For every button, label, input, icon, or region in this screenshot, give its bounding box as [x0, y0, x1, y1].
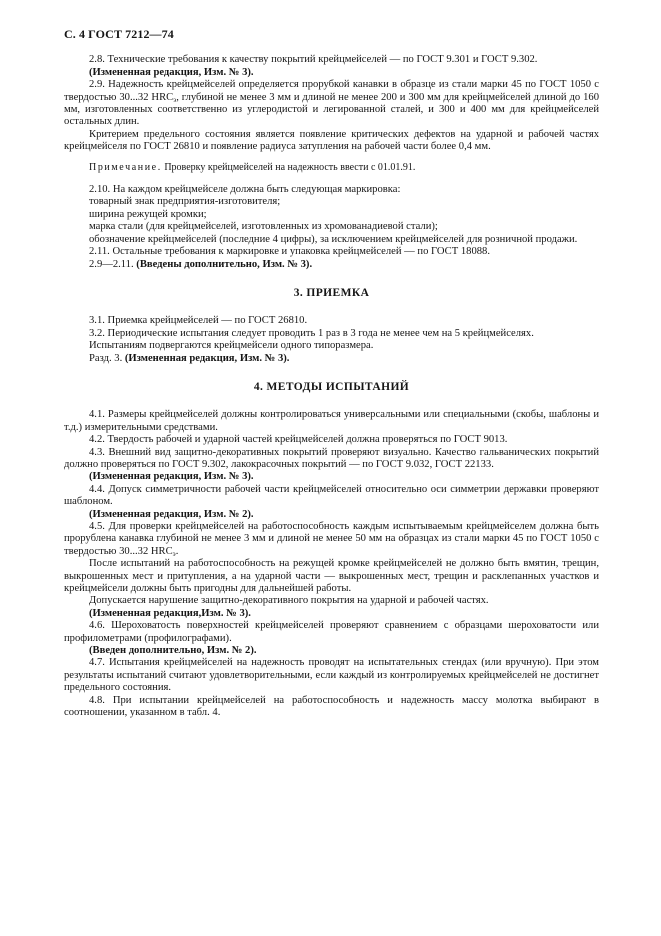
- paragraph-2-10: 2.10. На каждом крейцмейселе должна быть следующая маркировка:: [89, 184, 401, 196]
- edition-note: (Введен дополнительно, Изм. № 2).: [89, 645, 257, 657]
- paragraph-4-2: 4.2. Твердость рабочей и ударной частей крейцмейселей должна проверяться по ГОСТ 9013.: [89, 434, 508, 446]
- paragraph-4-5-after: После испытаний на работоспособность на режущей кромке крейцмейселей не должно быть вмятин, трещин, выкрошенных мест и притупления, а на ударной части — выкрошенных мест, трещин и расклепанных участков и крейцмейсели должны быть пригодны для дальнейшей работы.: [64, 558, 599, 595]
- paragraph-4-5: [64, 521, 599, 558]
- paragraph-4-6: 4.6. Шероховатость поверхностей крейцмейселей проверяют сравнением с образцами шероховатости или профилометрами (профилографами).: [64, 620, 599, 644]
- paragraph-criterion: Критерием предельного состояния является появление критических дефектов на ударной и рабочей частях крейцмейселя по ГОСТ 26810 и появление радиуса затупления на рабочей части более 0,4 мм.: [64, 128, 599, 153]
- text: 4.5. Для проверки крейцмейселей на работоспособность каждым испытываемым крейцмейселем должна быть прорублена канавка глубиной не менее 3 мм и длиной не менее 50 мм на образцах из стали марки 45 по ГОСТ 1050 с твердостью 30...32 HRC: [64, 521, 599, 557]
- text: 2.9. Надежность крейцмейселей определяется прорубкой канавки в образце из стали марки 45 по ГОСТ 1050 с твердостью 30...32 HRC: [64, 79, 599, 103]
- edition-note: [64, 259, 599, 271]
- text: .: [175, 545, 179, 557]
- text: (Введены дополнительно, Изм. № 3).: [136, 258, 313, 270]
- paragraph-4-1: 4.1. Размеры крейцмейселей должны контролироваться универсальными или специальными (скобы, шаблоны и т.д.) измерительными средствами.: [64, 409, 599, 433]
- marking-item: марка стали (для крейцмейселей, изготовленных из хромованадиевой стали);: [89, 221, 438, 233]
- note-label: Примечание.: [89, 161, 162, 173]
- paragraph-4-5-allow: Допускается нарушение защитно-декоративного покрытия на ударной и рабочей частях.: [89, 595, 489, 607]
- paragraph-4-7: 4.7. Испытания крейцмейселей на надежность проводят на испытательных стендах (или вручную). При этом результаты испытаний считают удовлетворительными, если каждый из контролируемых крейцмейселей не достигнет предельного состояния.: [64, 657, 599, 694]
- paragraph-3-2-note: Испытаниям подвергаются крейцмейсели одного типоразмера.: [89, 340, 374, 352]
- paragraph-4-8: 4.8. При испытании крейцмейселей на работоспособность и надежность массу молотка выбирают в соотношении, указанном в табл. 4.: [64, 694, 599, 719]
- subscript: э: [173, 95, 177, 104]
- text: , глубиной не менее 3 мм и длиной не менее 200 и 300 мм для крейцмейселей длиной до 160 мм, изготовленных соответственно из углеродистой и легированной сталей, и 300 и 400 мм для крейцмейселей остальных длин.: [64, 91, 599, 128]
- marking-item: ширина режущей кромки;: [89, 208, 207, 220]
- section-3-title: 3. ПРИЕМКА: [293, 286, 370, 299]
- paragraph-2-11: 2.11. Остальные требования к маркировке и упаковка крейцмейселей — по ГОСТ 18088.: [89, 246, 490, 258]
- subscript: э: [172, 549, 176, 558]
- note-text: Проверку крейцмейселей на надежность ввести с 01.01.91.: [164, 161, 416, 173]
- paragraph-3-1: 3.1. Приемка крейцмейселей — по ГОСТ 26810.: [89, 315, 308, 327]
- paragraph-4-4: 4.4. Допуск симметричности рабочей части крейцмейселей относительно оси симметрии державки проверяют шаблоном.: [64, 483, 599, 508]
- edition-note: (Измененная редакция, Изм. № 3).: [89, 471, 254, 483]
- paragraph-4-3: 4.3. Внешний вид защитно-декоративных покрытий проверяют визуально. Качество гальванических покрытий должно проверяться по ГОСТ 9.302, лакокрасочных покрытий — по ГОСТ 9.032, ГОСТ 22133.: [64, 446, 599, 470]
- note: [64, 162, 599, 174]
- edition-note: (Измененная редакция, Изм. № 3).: [89, 66, 254, 78]
- marking-item: товарный знак предприятия-изготовителя;: [89, 196, 281, 208]
- paragraph-3-2: 3.2. Периодические испытания следует проводить 1 раз в 3 года не менее чем на 5 крейцмейселях.: [89, 327, 534, 339]
- text: (Измененная редакция, Изм. № 3).: [124, 352, 290, 364]
- paragraph-2-9: [64, 79, 599, 129]
- section-4-title: 4. МЕТОДЫ ИСПЫТАНИЙ: [253, 380, 410, 393]
- edition-note: (Измененная редакция,Изм. № 3).: [89, 607, 251, 619]
- marking-item: обозначение крейцмейселей (последние 4 цифры), за исключением крейцмейселей для розничной продажи.: [89, 233, 578, 245]
- edition-note: (Измененная редакция, Изм. № 2).: [89, 508, 254, 520]
- text: 2.9—2.11.: [89, 258, 134, 270]
- paragraph-2-8: 2.8. Технические требования к качеству покрытий крейцмейселей — по ГОСТ 9.301 и ГОСТ 9.302.: [89, 54, 538, 66]
- edition-note: [64, 353, 599, 365]
- page-header: С. 4 ГОСТ 7212—74: [64, 27, 174, 41]
- text: Разд. 3.: [89, 352, 123, 364]
